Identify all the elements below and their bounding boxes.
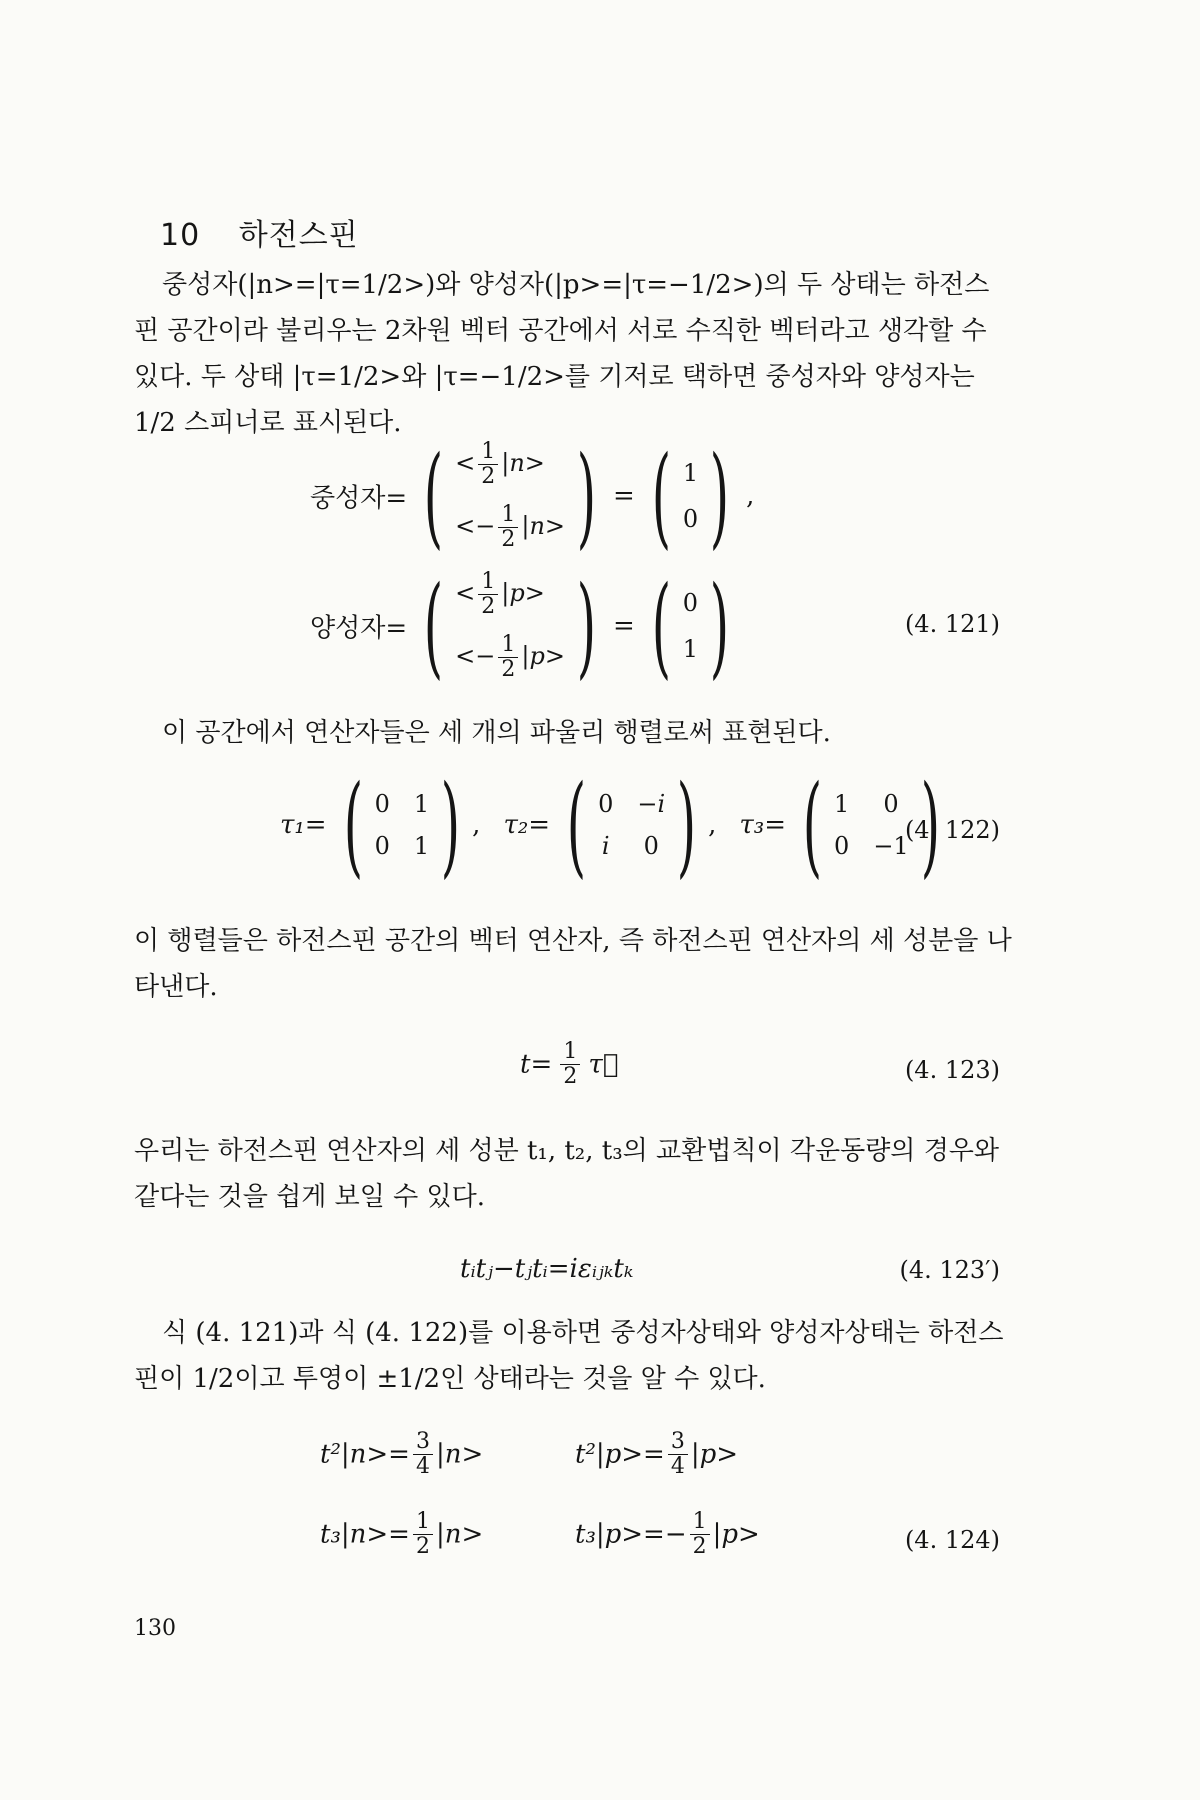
tau3-matrix: ( 1 0 0 −1 ) (802, 761, 940, 889)
paragraph-3: 이 행렬들은 하전스핀 공간의 벡터 연산자, 즉 하전스핀 연산자의 세 성분을 나타낸다. (134, 926, 1012, 1002)
isospin-projection-row: t₃|n>= $\frac{1}{2}$ |n> t₃|p>=− $\frac{1}{2}$ |p> (4. 124) (320, 1509, 1000, 1559)
neutron-row-1: < $\frac{1}{2}$ |n> (455, 439, 545, 489)
neutron-vector: ( 1 0 ) (651, 432, 730, 560)
proton-row-1: < $\frac{1}{2}$ |p> (455, 569, 545, 619)
neutron-ket-column: ( < $\frac{1}{2}$ |n> <− $\frac{1}{2}$ |n> ) (424, 432, 597, 560)
neutron-spinor-row: 중성자= ( < $\frac{1}{2}$ |n> <− $\frac{1}{2}$ |n> ) = ( 1 0 ) , (310, 432, 755, 560)
page-number: 130 (134, 1616, 176, 1641)
equation-4-122: τ₁= ( 0 1 0 1 ) , τ₂= ( 0 −i i 0 ) , τ₃= ( 1 0 0 −1 ) (4. 122) (280, 761, 1000, 889)
proton-row-2: <− $\frac{1}{2}$ |p> (455, 632, 565, 682)
equation-number-4-122: (4. 122) (904, 816, 1000, 844)
equation-4-123: t= $\frac{1}{2}$ τ⃗ (4. 123) (520, 1039, 1000, 1089)
paragraph-1: 중성자(|n>=|τ=1/2>)와 양성자(|p>=|τ=−1/2>)의 두 상태는 하전스핀 공간이라 불리우는 2차원 벡터 공간에서 서로 수직한 벡터라고 생각할 수 있다. 두 상태 |τ=1/2>와 |τ=−1/2>를 기저로 택하면 중성자와 양성자는 1/2 스피너로 표시된다. (134, 270, 990, 438)
equation-number-4-123-prime: (4. 123′) (899, 1256, 1000, 1284)
running-header (160, 210, 359, 254)
equation-4-123-prime (130, 1248, 1010, 1298)
paragraph-4: 우리는 하전스핀 연산자의 세 성분 t₁, t₂, t₃의 교환법칙이 각운동량의 경우와 같다는 것을 쉽게 보일 수 있다. (134, 1136, 1000, 1212)
proton-label: 양성자= (310, 613, 408, 644)
tau1-label: τ₁= (280, 810, 327, 840)
chapter-number: 10 (160, 218, 201, 253)
tau2-label: τ₂= (503, 810, 551, 840)
neutron-label: 중성자= (310, 483, 408, 514)
commutator-relation: tᵢtⱼ−tⱼtᵢ=iεᵢⱼₖtₖ (460, 1254, 634, 1284)
neutron-row-2: <− $\frac{1}{2}$ |n> (455, 502, 566, 552)
proton-spinor-row: 양성자= ( < $\frac{1}{2}$ |p> <− $\frac{1}{2}$ |p> ) = ( 0 1 ) (4. 121) (310, 562, 1000, 690)
equation-number-4-123: (4. 123) (904, 1056, 1000, 1084)
proton-vector: ( 0 1 ) (651, 562, 730, 690)
paragraph-2: 이 공간에서 연산자들은 세 개의 파울리 행렬로써 표현된다. (162, 718, 831, 748)
paragraph-5: 식 (4. 121)과 식 (4. 122)를 이용하면 중성자상태와 양성자상태는 하전스핀이 1/2이고 투영이 ±1/2인 상태라는 것을 알 수 있다. (134, 1318, 1004, 1394)
tau3-label: τ₃= (739, 810, 787, 840)
isospin-squared-row: t²|n>= $\frac{3}{4}$ |n> t²|p>= $\frac{3}{4}$ |p> (320, 1429, 739, 1479)
proton-ket-column: ( < $\frac{1}{2}$ |p> <− $\frac{1}{2}$ |p> ) (424, 562, 597, 690)
tau2-matrix: ( 0 −i i 0 ) (566, 761, 697, 889)
tau1-matrix: ( 0 1 0 1 ) (343, 761, 461, 889)
chapter-title: 하전스핀 (238, 218, 359, 253)
equation-number-4-124: (4. 124) (904, 1526, 1000, 1554)
equation-number-4-121: (4. 121) (904, 610, 1000, 638)
